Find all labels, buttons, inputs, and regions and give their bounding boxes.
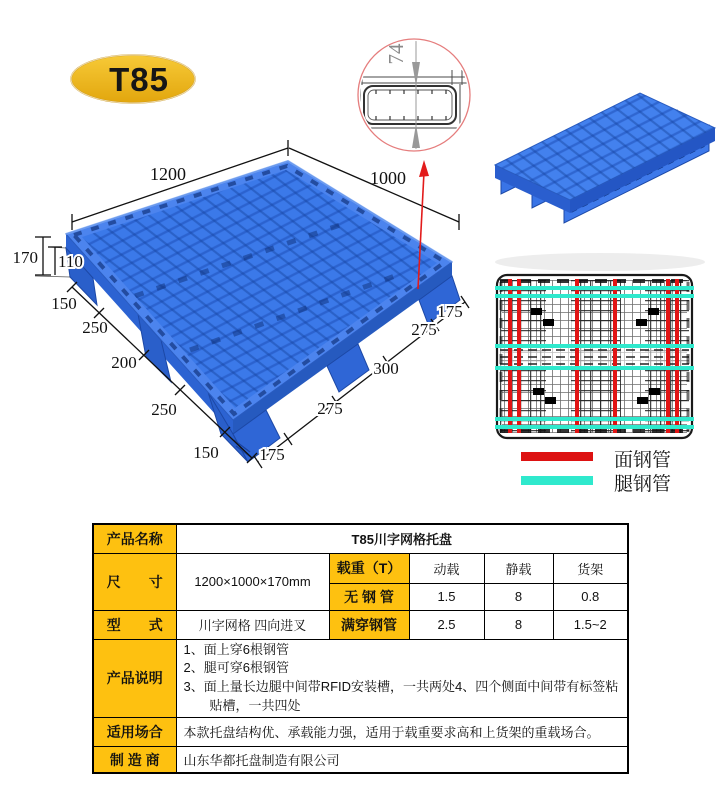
dim-right-1: 175 xyxy=(259,445,285,464)
no-tube-label: 无 钢 管 xyxy=(329,583,409,610)
legend xyxy=(521,449,671,495)
legend-swatch-leg-tube xyxy=(521,476,593,485)
dim-170: 170 xyxy=(12,248,38,267)
dim-left-3: 200 xyxy=(111,353,137,372)
full-tube-rack: 1.5~2 xyxy=(553,610,628,639)
desc-label: 产品说明 xyxy=(93,639,176,717)
dim-right-3: 300 xyxy=(373,359,399,378)
spec-table xyxy=(92,523,629,774)
table-row xyxy=(93,610,628,639)
legend-label-leg-tube: 腿钢管 xyxy=(614,474,672,495)
maker-label: 制 造 商 xyxy=(93,746,176,773)
table-row xyxy=(93,746,628,773)
product-name-label: 产品名称 xyxy=(93,524,176,553)
dim-left-5: 150 xyxy=(193,443,219,462)
size-value: 1200×1000×170mm xyxy=(176,553,329,610)
table-row xyxy=(93,639,628,717)
table-row xyxy=(93,717,628,746)
table-row xyxy=(93,553,628,583)
pallet-photo-3d xyxy=(490,85,716,271)
tube-layout-drawing xyxy=(495,275,694,438)
dim-right-4: 275 xyxy=(411,320,437,339)
usage-value: 本款托盘结构优、承载能力强，适用于载重要求高和上货架的重载场合。 xyxy=(176,717,628,746)
legend-swatch-face-tube xyxy=(521,452,593,461)
maker-value: 山东华都托盘制造有限公司 xyxy=(176,746,628,773)
dim-right-5: 175 xyxy=(437,302,463,321)
dim-1200: 1200 xyxy=(150,164,186,184)
type-label: 型 式 xyxy=(93,610,176,639)
pallet-photo-main xyxy=(50,150,470,462)
full-tube-label: 满穿钢管 xyxy=(329,610,409,639)
dim-left-2: 250 xyxy=(82,318,108,337)
usage-label: 适用场合 xyxy=(93,717,176,746)
legend-label-face-tube: 面钢管 xyxy=(614,450,672,471)
dim-1000: 1000 xyxy=(370,168,406,188)
detail-dim-74: 74 xyxy=(384,43,408,65)
dim-left-1: 150 xyxy=(51,294,77,313)
desc-line-2: 2、腿可穿6根钢管 xyxy=(183,660,289,676)
load-header: 载重（T） xyxy=(329,553,409,583)
load-dynamic-header: 动载 xyxy=(409,553,484,583)
no-tube-dynamic: 1.5 xyxy=(409,583,484,610)
full-tube-static: 8 xyxy=(484,610,553,639)
dim-left-4: 250 xyxy=(151,400,177,419)
product-name-value: T85川字网格托盘 xyxy=(176,524,628,553)
no-tube-rack: 0.8 xyxy=(553,583,628,610)
desc-line-3: 3、面上量长边腿中间带RFID安装槽，一共两处4、四个侧面中间带有标签粘贴槽，一共四处 xyxy=(183,679,619,714)
dim-110: 110 xyxy=(58,252,83,271)
desc-line-1: 1、面上穿6根钢管 xyxy=(183,641,289,657)
model-badge-label: T85 xyxy=(109,61,169,98)
dim-right-2: 275 xyxy=(317,399,343,418)
size-label: 尺 寸 xyxy=(93,553,176,610)
model-badge xyxy=(71,55,195,103)
type-value: 川字网格 四向进叉 xyxy=(176,610,329,639)
table-row xyxy=(93,524,628,553)
full-tube-dynamic: 2.5 xyxy=(409,610,484,639)
no-tube-static: 8 xyxy=(484,583,553,610)
load-static-header: 静载 xyxy=(484,553,553,583)
load-rack-header: 货架 xyxy=(553,553,628,583)
